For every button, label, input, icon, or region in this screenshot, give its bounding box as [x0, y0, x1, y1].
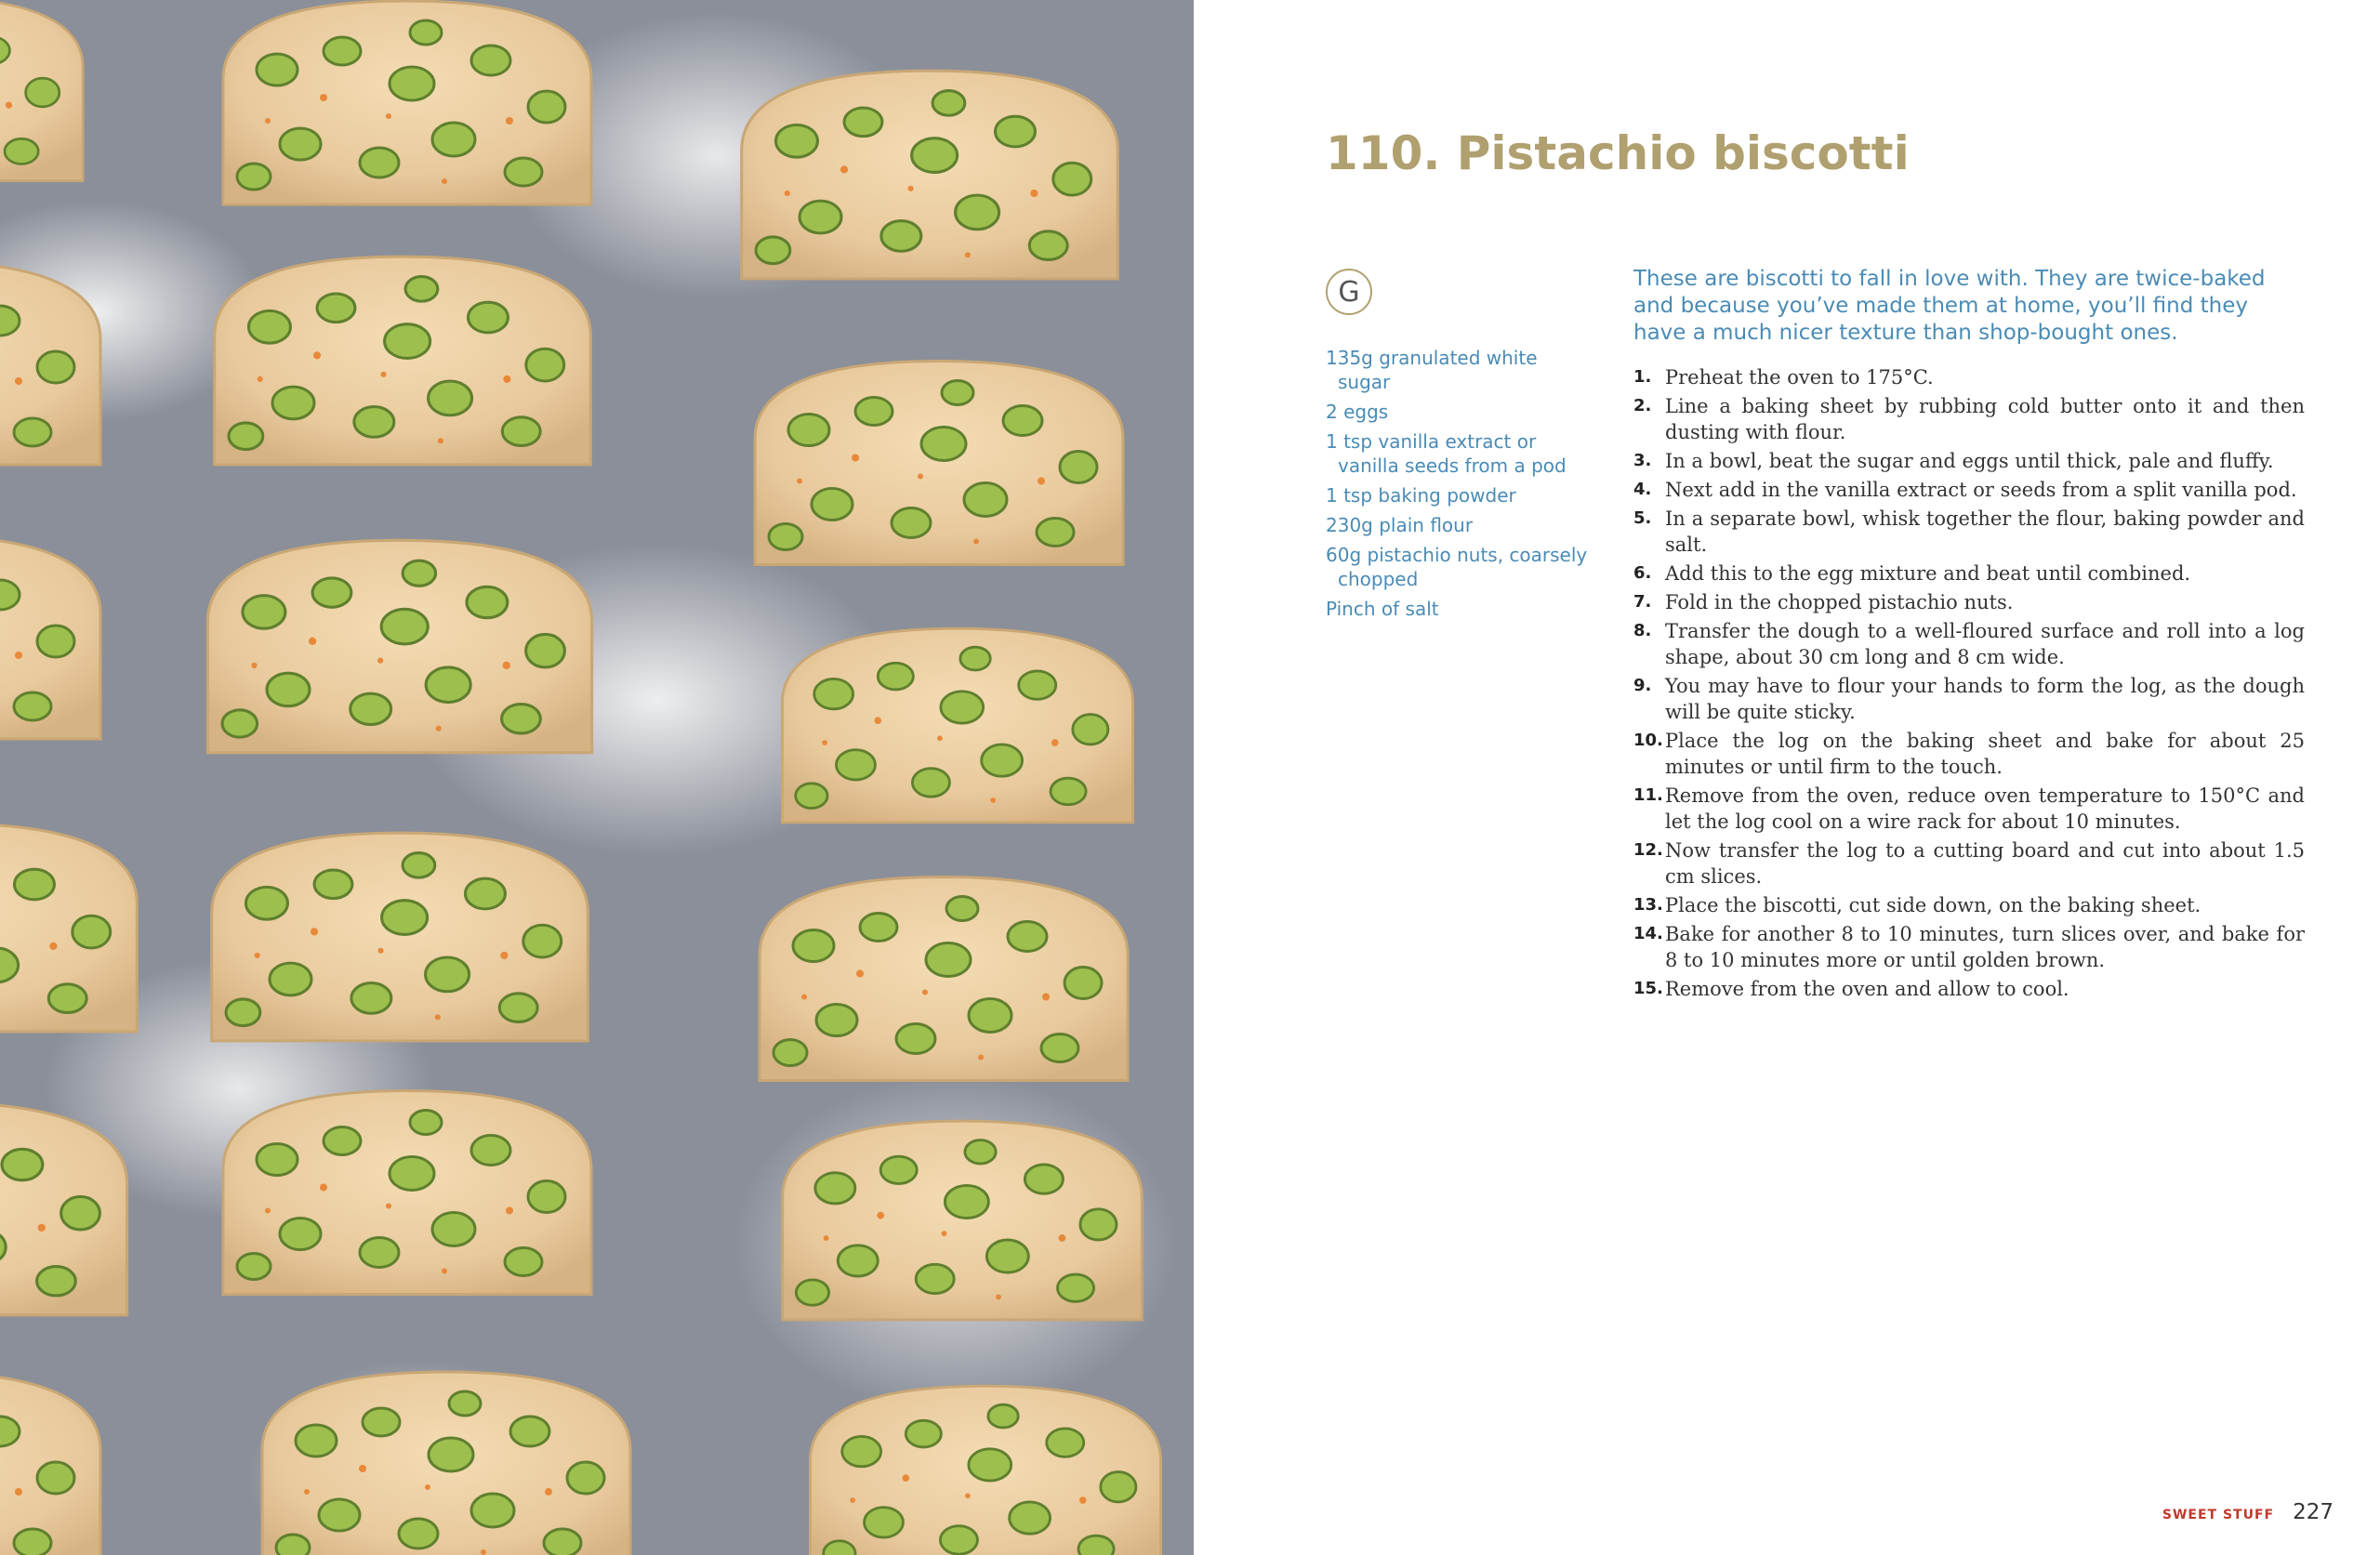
ingredient-item: 1 tsp vanilla extract or vanilla seeds from a pod — [1326, 430, 1567, 477]
step-text: Next add in the vanilla extract or seeds from a split vanilla pod. — [1665, 479, 2297, 501]
ingredient-item: Pinch of salt — [1326, 598, 1439, 620]
method-step — [1633, 364, 2305, 390]
step-number: 1. — [1633, 367, 1652, 387]
recipe-title: 110. Pistachio biscotti — [1326, 126, 1910, 180]
ingredient-item: 2 eggs — [1326, 401, 1389, 423]
method-step — [1633, 921, 2305, 973]
ingredient-item: 60g pistachio nuts, coarsely chopped — [1326, 544, 1588, 590]
step-number: 13. — [1633, 895, 1663, 915]
step-text: Add this to the egg mixture and beat until combined. — [1665, 562, 2191, 585]
method-step — [1633, 976, 2305, 1002]
step-text: In a separate bowl, whisk together the flour, baking powder and salt. — [1665, 507, 2305, 556]
gluten-badge-icon: G — [1326, 269, 1372, 315]
page-footer — [2162, 1500, 2334, 1524]
step-number: 9. — [1633, 676, 1652, 695]
method-step — [1633, 728, 2305, 780]
step-text: Place the biscotti, cut side down, on the baking sheet. — [1665, 894, 2202, 916]
step-text: Remove from the oven and allow to cool. — [1665, 978, 2069, 1000]
method-step — [1633, 448, 2305, 474]
step-number: 12. — [1633, 840, 1663, 860]
recipe-intro: These are biscotti to fall in love with. They are twice-baked and because you’ve made them at home, you’ll find they have a much nicer texture than shop-bought ones. — [1633, 267, 2266, 345]
step-text: Fold in the chopped pistachio nuts. — [1665, 591, 2014, 613]
step-number: 2. — [1633, 396, 1652, 415]
method-step — [1633, 393, 2305, 445]
ingredient-item: 230g plain flour — [1326, 514, 1474, 536]
page-number: 227 — [2293, 1500, 2334, 1524]
method-step — [1633, 477, 2305, 503]
step-text: Transfer the dough to a well-floured surface and roll into a log shape, about 30 cm long and 8 cm wide. — [1665, 620, 2305, 668]
ingredient-item: 1 tsp baking powder — [1326, 484, 1516, 507]
ingredient-list — [1326, 346, 1595, 626]
step-number: 5. — [1633, 508, 1652, 528]
step-number: 10. — [1633, 731, 1663, 750]
step-text: You may have to flour your hands to form the log, as the dough will be quite sticky. — [1665, 675, 2305, 723]
step-text: Place the log on the baking sheet and bake for about 25 minutes or until firm to the touch. — [1665, 730, 2305, 778]
method-step — [1633, 560, 2305, 586]
method-steps — [1633, 364, 2305, 1005]
step-number: 8. — [1633, 621, 1652, 640]
method-step — [1633, 837, 2305, 890]
step-number: 14. — [1633, 924, 1663, 943]
section-name: SWEET STUFF — [2162, 1508, 2275, 1522]
step-number: 6. — [1633, 563, 1652, 583]
step-text: Bake for another 8 to 10 minutes, turn slices over, and bake for 8 to 10 minutes more or until golden brown. — [1665, 923, 2305, 971]
method-step — [1633, 892, 2305, 918]
step-text: Remove from the oven, reduce oven temperature to 150°C and let the log cool on a wire rack for about 10 minutes. — [1665, 784, 2305, 833]
ingredient-item: 135g granulated white sugar — [1326, 347, 1538, 393]
method-step — [1633, 673, 2305, 725]
step-text: In a bowl, beat the sugar and eggs until thick, pale and fluffy. — [1665, 450, 2274, 472]
method-step — [1633, 506, 2305, 558]
step-number: 11. — [1633, 785, 1663, 805]
step-text: Line a baking sheet by rubbing cold butter onto it and then dusting with flour. — [1665, 395, 2305, 443]
method-step — [1633, 589, 2305, 615]
step-number: 7. — [1633, 592, 1652, 612]
step-text: Preheat the oven to 175°C. — [1665, 366, 1934, 389]
step-number: 4. — [1633, 480, 1652, 499]
step-text: Now transfer the log to a cutting board and cut into about 1.5 cm slices. — [1665, 839, 2305, 888]
step-number: 3. — [1633, 451, 1652, 470]
method-step — [1633, 783, 2305, 835]
step-number: 15. — [1633, 979, 1663, 998]
method-step — [1633, 618, 2305, 670]
